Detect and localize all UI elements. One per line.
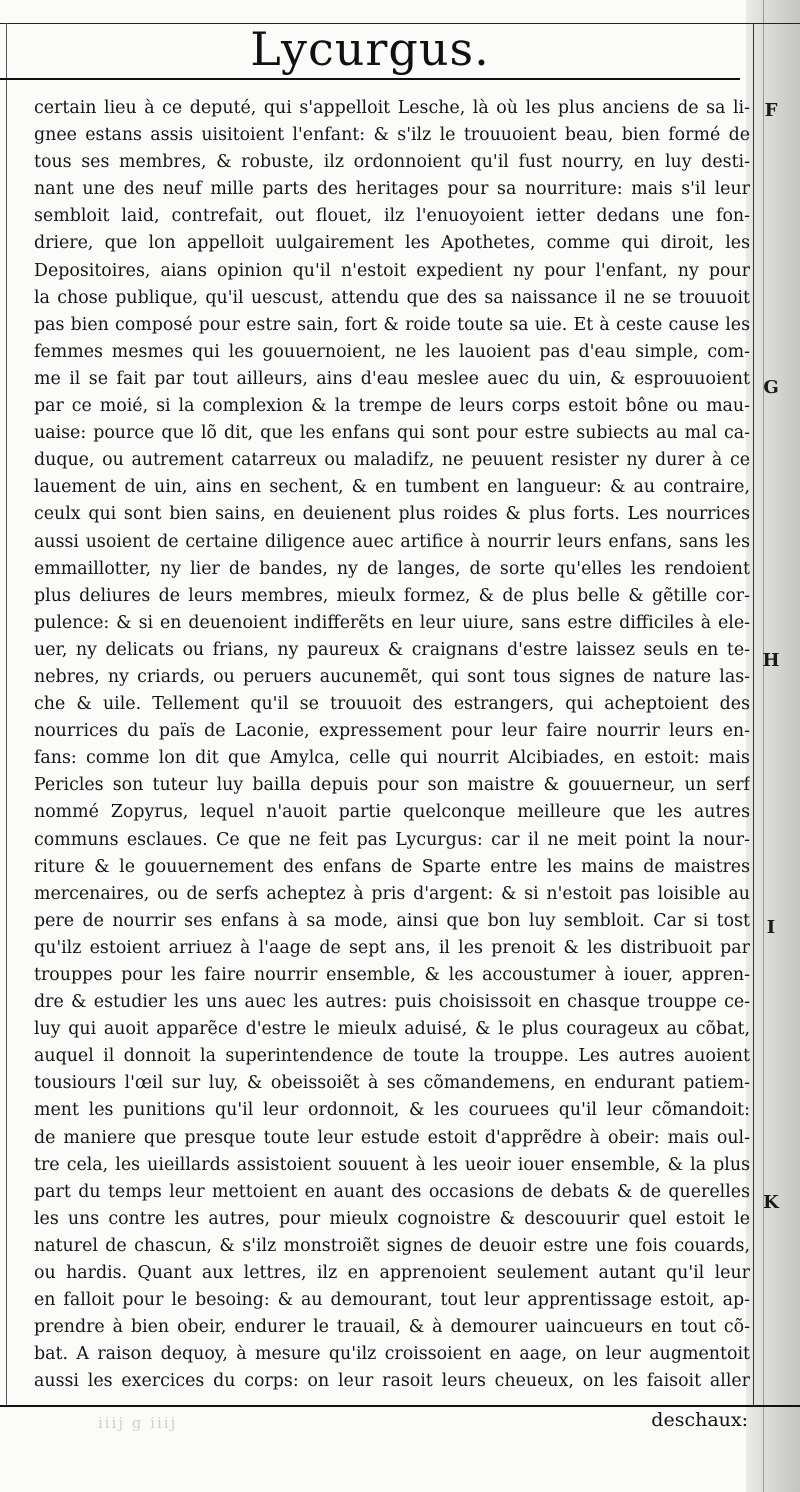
text-line: nant une des neuf mille parts des heritages pour sa nourriture: mais s'il leur	[34, 179, 750, 200]
text-line: driere, que lon appelloit uulgairement les Apothetes, comme qui diroit, les	[34, 233, 750, 254]
margin-letter-i: I	[766, 917, 776, 938]
text-line: trouppes pour les faire nourrir ensemble, & les accoustumer à iouer, appren-	[34, 965, 750, 985]
text-line: luy qui auoit apparẽce d'estre le mieulx aduisé, & le plus courageux au cõbat,	[34, 1019, 750, 1040]
text-line: nebres, ny criards, ou peruers aucunemẽt, qui sont tous signes de nature las-	[34, 666, 750, 687]
text-line: me il se fait par tout ailleurs, ains d'eau meslee auec du uin, & esprouuoient	[34, 368, 750, 389]
page-edge-shadow	[746, 0, 800, 1492]
text-line: naturel de chascun, & s'ilz monstroiẽt signes de deuoir estre une fois couards,	[34, 1235, 750, 1256]
text-line: sembloit laid, contrefait, out flouet, ilz l'enuoyoient ietter dedans une fon-	[34, 206, 750, 227]
text-line: ceulx qui sont bien sains, en deuienent plus roides & plus forts. Les nourrices	[34, 504, 750, 525]
page-edge-line	[763, 0, 764, 1492]
text-line: femmes mesmes qui les gouuernoient, ne les lauoient pas d'eau simple, com-	[34, 341, 750, 362]
text-line: auquel il donnoit la superintendence de toute la trouppe. Les autres auoient	[34, 1046, 750, 1067]
text-line: plus deliures de leurs membres, mieulx formez, & de plus belle & gẽtille cor-	[34, 585, 750, 606]
text-line: gnee estans assis uisitoient l'enfant: & s'ilz le trouuoient beau, bien formé de	[34, 125, 750, 146]
signature-mark: iiij g iiij	[98, 1414, 178, 1432]
text-line: pulence: & si en deuenoient indifferẽts en leur uiure, sans estre difficiles à ele-	[34, 612, 750, 633]
margin-letter-k: K	[763, 1192, 779, 1213]
bottom-rule	[0, 1405, 800, 1407]
text-line: ment les punitions qu'il leur ordonnoit, & les couruees qu'il leur cõmandoit:	[34, 1100, 750, 1121]
text-line: duque, ou autrement catarreux ou maladifz, ne peuuent resister ny durer à ce	[34, 450, 750, 471]
text-line: nommé Zopyrus, lequel n'auoit partie quelconque meilleure que les autres	[34, 802, 750, 823]
text-line: che & uile. Tellement qu'il se trouuoit des estrangers, qui acheptoient des	[34, 694, 750, 715]
text-line: aussi les exercices du corps: on leur rasoit leurs cheueux, on les faisoit aller	[34, 1371, 750, 1392]
text-line: bat. A raison dequoy, à mesure qu'ilz croissoient en aage, on leur augmentoit	[34, 1344, 750, 1365]
text-line: qu'ilz estoient arriuez à l'aage de sept ans, il les prenoit & les distribuoit par	[34, 937, 750, 958]
catchword: deschaux:	[651, 1409, 748, 1431]
text-line: en falloit pour le besoing: & au demourant, tout leur apprentissage estoit, ap-	[34, 1290, 750, 1311]
text-line: Pericles son tuteur luy bailla depuis pour son maistre & gouuerneur, un serf	[34, 775, 750, 796]
margin-letter-h: H	[762, 650, 780, 671]
text-line: uer, ny delicats ou frians, ny paureux & craignans d'estre laissez seuls en te-	[34, 639, 750, 660]
text-line: uaise: pource que lõ dit, que les enfans qui sont pour estre subiects au mal ca-	[34, 423, 750, 444]
margin-letter-f: F	[764, 100, 778, 121]
margin-letter-g: G	[763, 377, 779, 398]
text-line: certain lieu à ce deputé, qui s'appelloit Lesche, là où les plus anciens de sa li-	[34, 98, 750, 118]
text-line: tre cela, les uieillards assistoient souuent à les ueoir iouer ensemble, & la plus	[34, 1154, 750, 1175]
running-title: Lycurgus.	[250, 22, 490, 76]
text-line: riture & le gouuernement des enfans de Sparte entre les mains de maistres	[34, 856, 750, 877]
text-line: tous ses membres, & robuste, ilz ordonnoient qu'il fust nourry, en luy desti-	[34, 152, 750, 173]
text-line: ou hardis. Quant aux lettres, ilz en apprenoient seulement autant qu'il leur	[34, 1263, 750, 1284]
text-line: les uns contre les autres, pour mieulx cognoistre & descouurir quel estoit le	[34, 1208, 750, 1229]
text-line: la chose publique, qu'il uescust, attendu que des sa naissance il ne se trouuoit	[34, 287, 750, 308]
text-line: par ce moié, si la complexion & la trempe de leurs corps estoit bône ou mau-	[34, 396, 750, 417]
text-line: nourrices du païs de Laconie, expressement pour leur faire nourrir leurs en-	[34, 721, 750, 742]
text-line: tousiours l'œil sur luy, & obeissoiẽt à ses cõmandemens, en endurant patiem-	[34, 1073, 750, 1094]
text-line: lauement de uin, ains en sechent, & en tumbent en langueur: & au contraire,	[34, 477, 750, 498]
text-line: mercenaires, ou de serfs acheptez à pris d'argent: & si n'estoit pas loisible au	[34, 883, 750, 904]
text-line: communs esclaues. Ce que ne feit pas Lycurgus: car il ne meit point la nour-	[34, 829, 750, 850]
text-line: dre & estudier les uns auec les autres: puis choisissoit en chasque trouppe ce-	[34, 992, 750, 1013]
right-frame-rule	[753, 23, 754, 1407]
left-frame-rule	[6, 23, 7, 1407]
text-line: prendre à bien obeir, endurer le trauail, & à demourer uaincueurs en tout cõ-	[34, 1317, 750, 1338]
text-line: de maniere que presque toute leur estude estoit d'apprẽdre à obeir: mais oul-	[34, 1127, 750, 1148]
text-line: pere de nourrir ses enfans à sa mode, ainsi que bon luy sembloit. Car si tost	[34, 910, 750, 931]
text-line: fans: comme lon dit que Amylca, celle qui nourrit Alcibiades, en estoit: mais	[34, 748, 750, 769]
text-line: aussi usoient de certaine diligence auec artifice à nourrir leurs enfans, sans les	[34, 531, 750, 552]
title-rule	[0, 78, 740, 80]
text-line: emmaillotter, ny lier de bandes, ny de langes, de sorte qu'elles les rendoient	[34, 558, 750, 579]
body-text	[34, 95, 750, 1396]
text-line: part du temps leur mettoient en auant des occasions de debats & de querelles	[34, 1181, 750, 1202]
text-line: pas bien composé pour estre sain, fort & roide toute sa uie. Et à ceste cause les	[34, 314, 750, 335]
text-line: Depositoires, aians opinion qu'il n'estoit expedient ny pour l'enfant, ny pour	[34, 260, 750, 281]
